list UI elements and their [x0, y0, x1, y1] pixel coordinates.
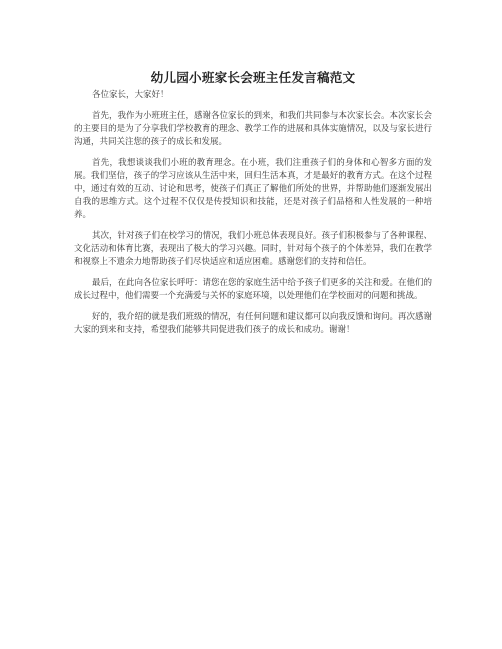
- paragraph-appeal-to-parents: 最后，在此向各位家长呼吁：请您在您的家庭生活中给予孩子们更多的关注和爱。在他们的成长过程中，他们需要一个充满爱与关怀的家庭环境，以处理他们在学校面对的问题和挑战。: [74, 278, 433, 301]
- document-title: 幼儿园小班家长会班主任发言稿范文: [150, 70, 356, 85]
- document-page: [74, 70, 432, 345]
- paragraph-education-philosophy: 首先，我想谈谈我们小班的教育理念。在小班，我们注重孩子们的身体和心智多方面的发展。我们坚信，孩子的学习应该从生活中来，回归生活本真，才是最好的教育方式。在这个过程中，通过有效的互动、讨论和思考，使孩子们真正了解他们所处的世界，并帮助他们逐渐发展出自我的思维方式。这个过程不仅仅是传授知识和技能，还是对孩子们品格和人性发展的一种培养。: [74, 158, 432, 220]
- paragraph-learning-status: 其次，针对孩子们在校学习的情况，我们小班总体表现良好。孩子们积极参与了各种课程、文化活动和体育比赛，表现出了极大的学习兴趣。同时，针对每个孩子的个体差异，我们在教学和视察上不遗余力地帮助孩子们尽快适应和适应困难。感谢您们的支持和信任。: [74, 231, 433, 267]
- paragraph-opening: 首先，我作为小班班主任，感谢各位家长的到来，和我们共同参与本次家长会。本次家长会的主要目的是为了分享我们学校教育的理念、教学工作的进展和具体实施情况，以及与家长进行沟通，共同关注您的孩子的成长和发展。: [74, 111, 433, 147]
- paragraph-closing: 好的，我介绍的就是我们班级的情况，有任何问题和建议都可以向我反馈和询问。再次感谢大家的到来和支持，希望我们能够共同促进我们孩子的成长和成功。谢谢！: [74, 312, 433, 335]
- greeting-line: 各位家长，大家好！: [92, 90, 169, 100]
